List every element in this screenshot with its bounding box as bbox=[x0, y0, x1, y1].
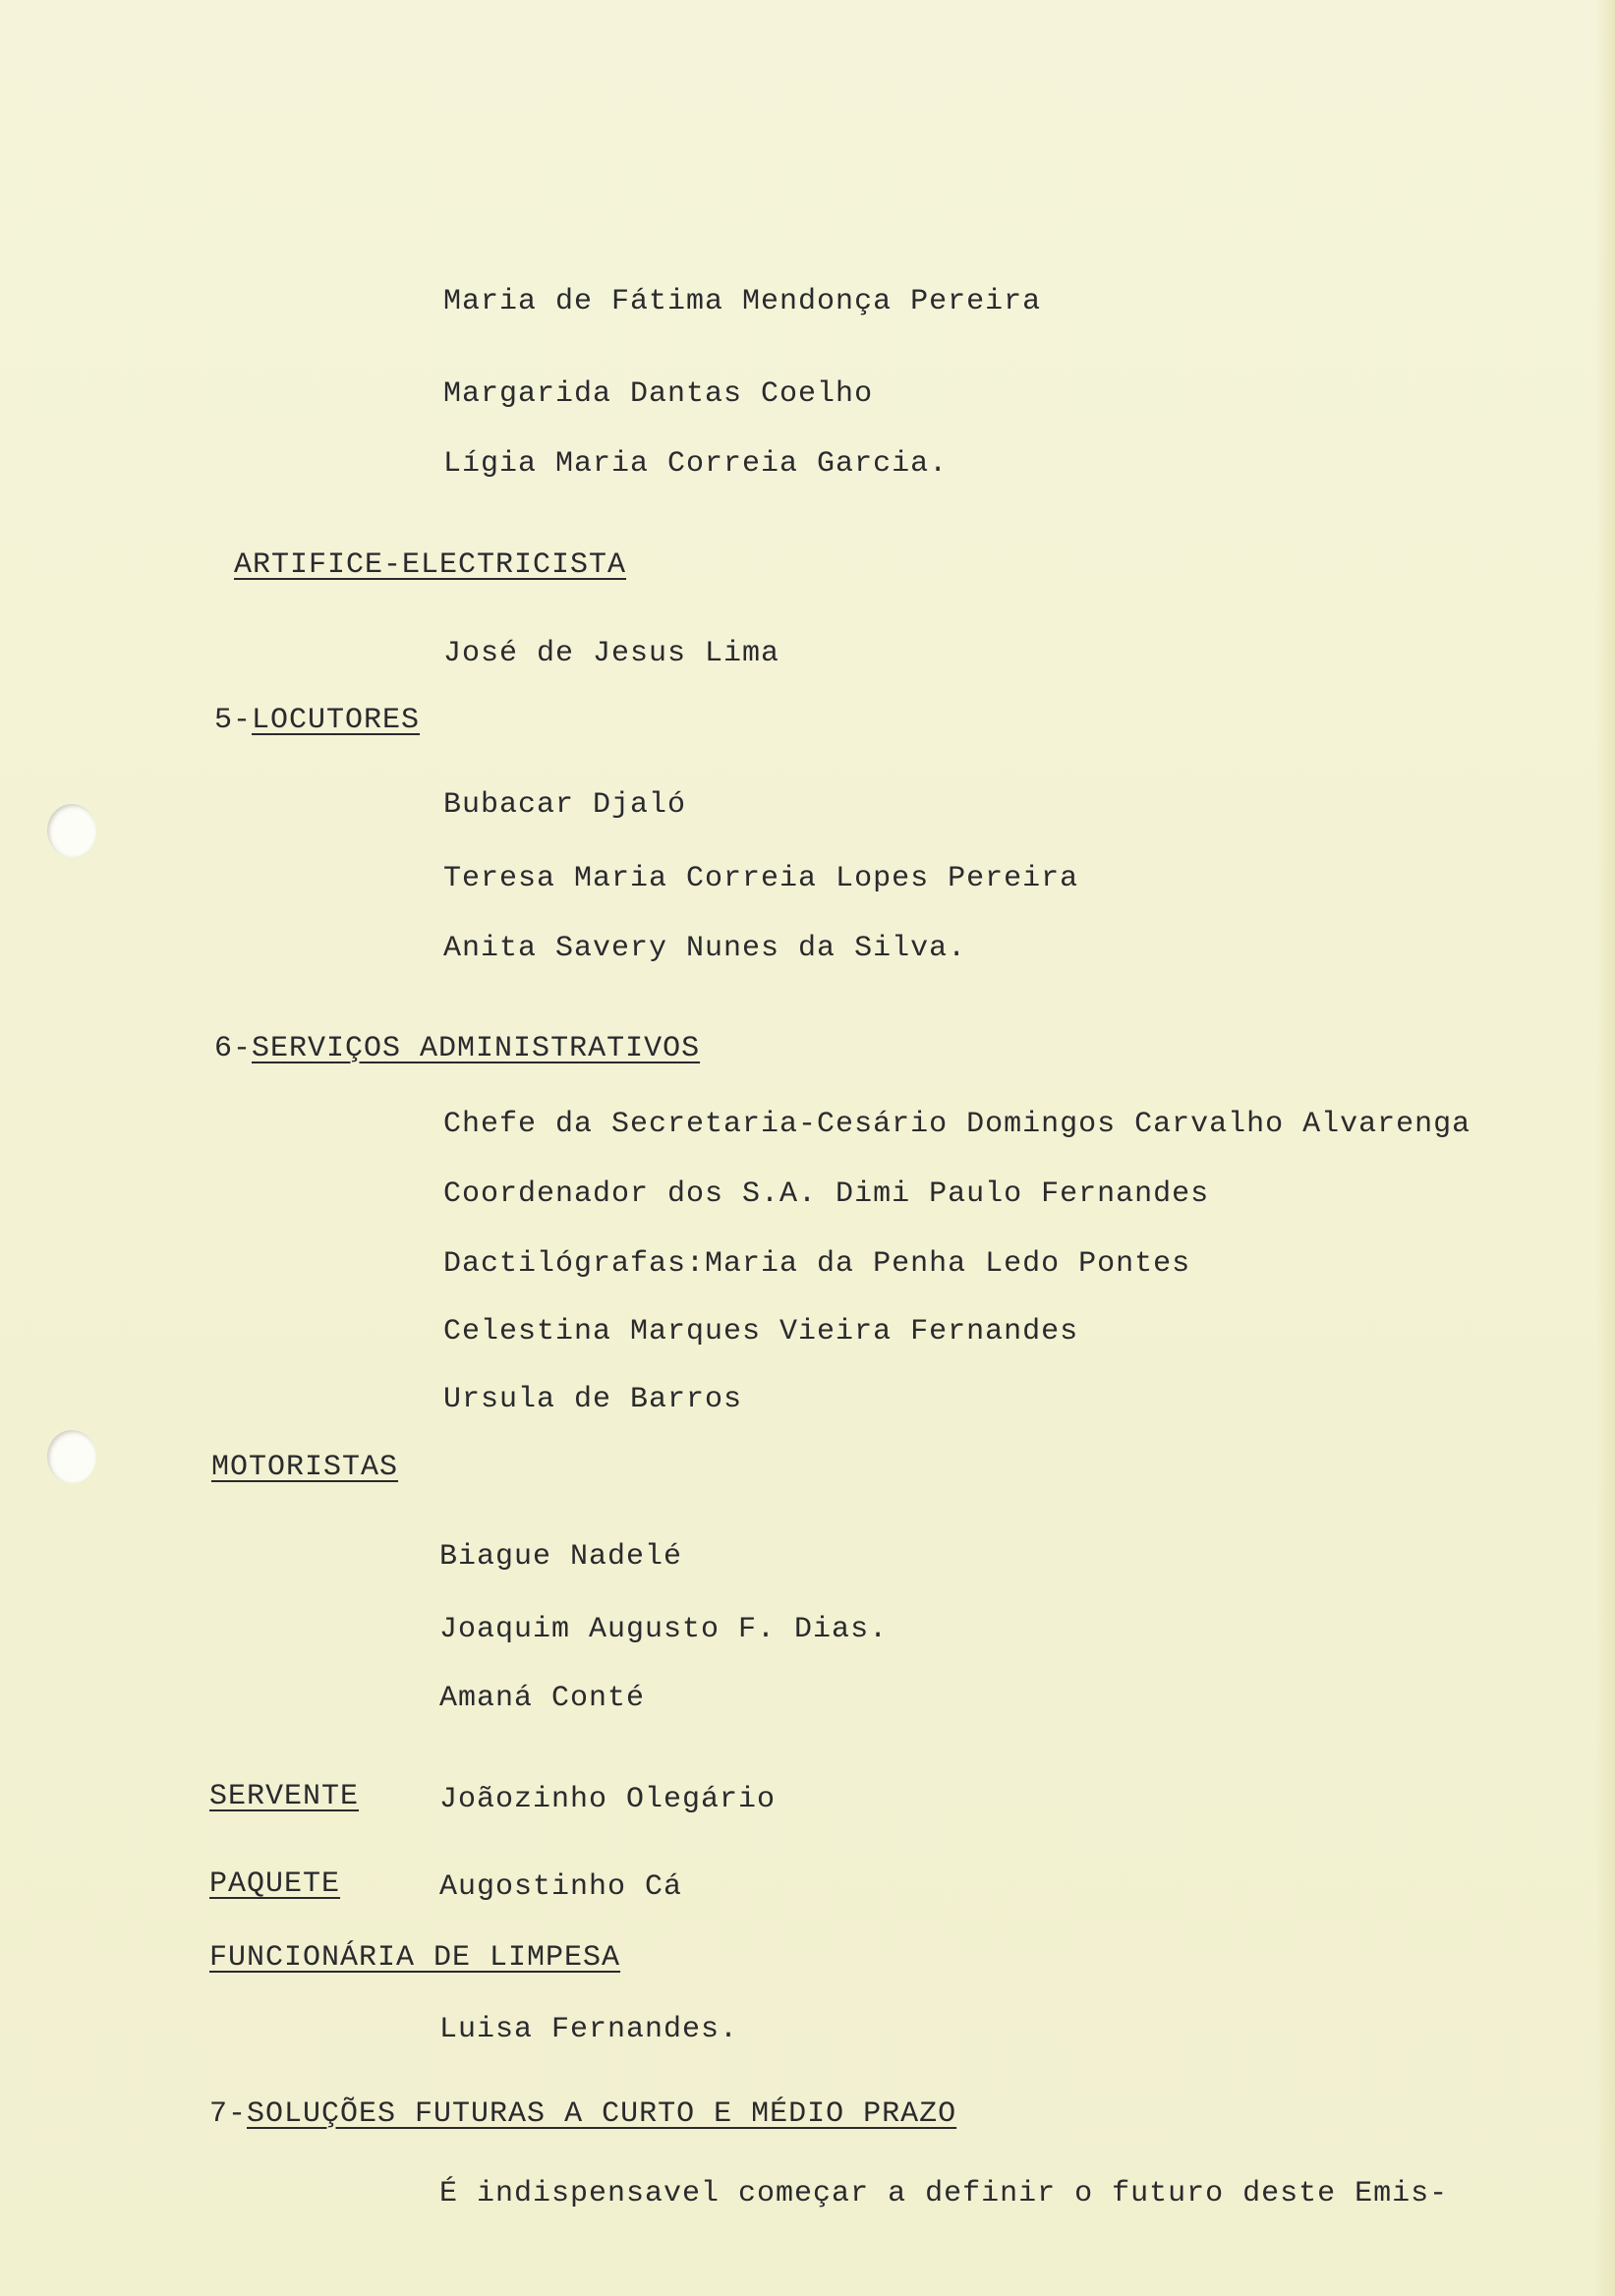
label-servente: SERVENTE bbox=[209, 1780, 360, 1813]
section-title: SOLUÇÕES FUTURAS A CURTO E MÉDIO PRAZO bbox=[247, 2097, 957, 2131]
name-line: Amaná Conté bbox=[439, 1682, 646, 1715]
section-number: 7- bbox=[209, 2097, 248, 2131]
section-heading-motoristas: MOTORISTAS bbox=[211, 1451, 399, 1484]
section-heading-artifice: ARTIFICE-ELECTRICISTA bbox=[234, 548, 627, 582]
section-heading-locutores bbox=[214, 704, 420, 737]
name-line: José de Jesus Lima bbox=[443, 637, 780, 670]
staff-line: Dactilógrafas:Maria da Penha Ledo Pontes bbox=[443, 1247, 1191, 1281]
staff-line: Ursula de Barros bbox=[443, 1383, 743, 1416]
staff-line: Celestina Marques Vieira Fernandes bbox=[443, 1315, 1079, 1349]
section-heading-solucoes bbox=[209, 2097, 956, 2131]
name-line: Augostinho Cá bbox=[439, 1870, 683, 1904]
section-title: SERVIÇOS ADMINISTRATIVOS bbox=[252, 1032, 701, 1065]
section-title: LOCUTORES bbox=[252, 704, 421, 737]
section-number: 5- bbox=[214, 704, 253, 737]
section-heading-limpesa: FUNCIONÁRIA DE LIMPESA bbox=[209, 1941, 621, 1975]
name-line: Anita Savery Nunes da Silva. bbox=[443, 932, 967, 965]
punch-hole-bottom bbox=[47, 1430, 96, 1483]
paper-edge bbox=[1595, 0, 1615, 2296]
name-line: Maria de Fátima Mendonça Pereira bbox=[443, 285, 1042, 318]
name-line: Biague Nadelé bbox=[439, 1540, 683, 1574]
paragraph-line: É indispensavel começar a definir o futuro deste Emis- bbox=[439, 2177, 1449, 2210]
name-line: Joãozinho Olegário bbox=[439, 1783, 777, 1816]
name-line: Joaquim Augusto F. Dias. bbox=[439, 1613, 889, 1646]
name-line: Margarida Dantas Coelho bbox=[443, 377, 874, 411]
label-paquete: PAQUETE bbox=[209, 1867, 341, 1901]
name-line: Luisa Fernandes. bbox=[439, 2013, 739, 2046]
section-number: 6- bbox=[214, 1032, 253, 1065]
punch-hole-top bbox=[47, 804, 96, 857]
name-line: Teresa Maria Correia Lopes Pereira bbox=[443, 862, 1079, 895]
staff-line: Chefe da Secretaria-Cesário Domingos Carvalho Alvarenga bbox=[443, 1108, 1471, 1141]
name-line: Lígia Maria Correia Garcia. bbox=[443, 447, 949, 481]
name-line: Bubacar Djaló bbox=[443, 788, 687, 822]
section-heading-servicos bbox=[214, 1032, 700, 1065]
staff-line: Coordenador dos S.A. Dimi Paulo Fernandes bbox=[443, 1177, 1210, 1211]
